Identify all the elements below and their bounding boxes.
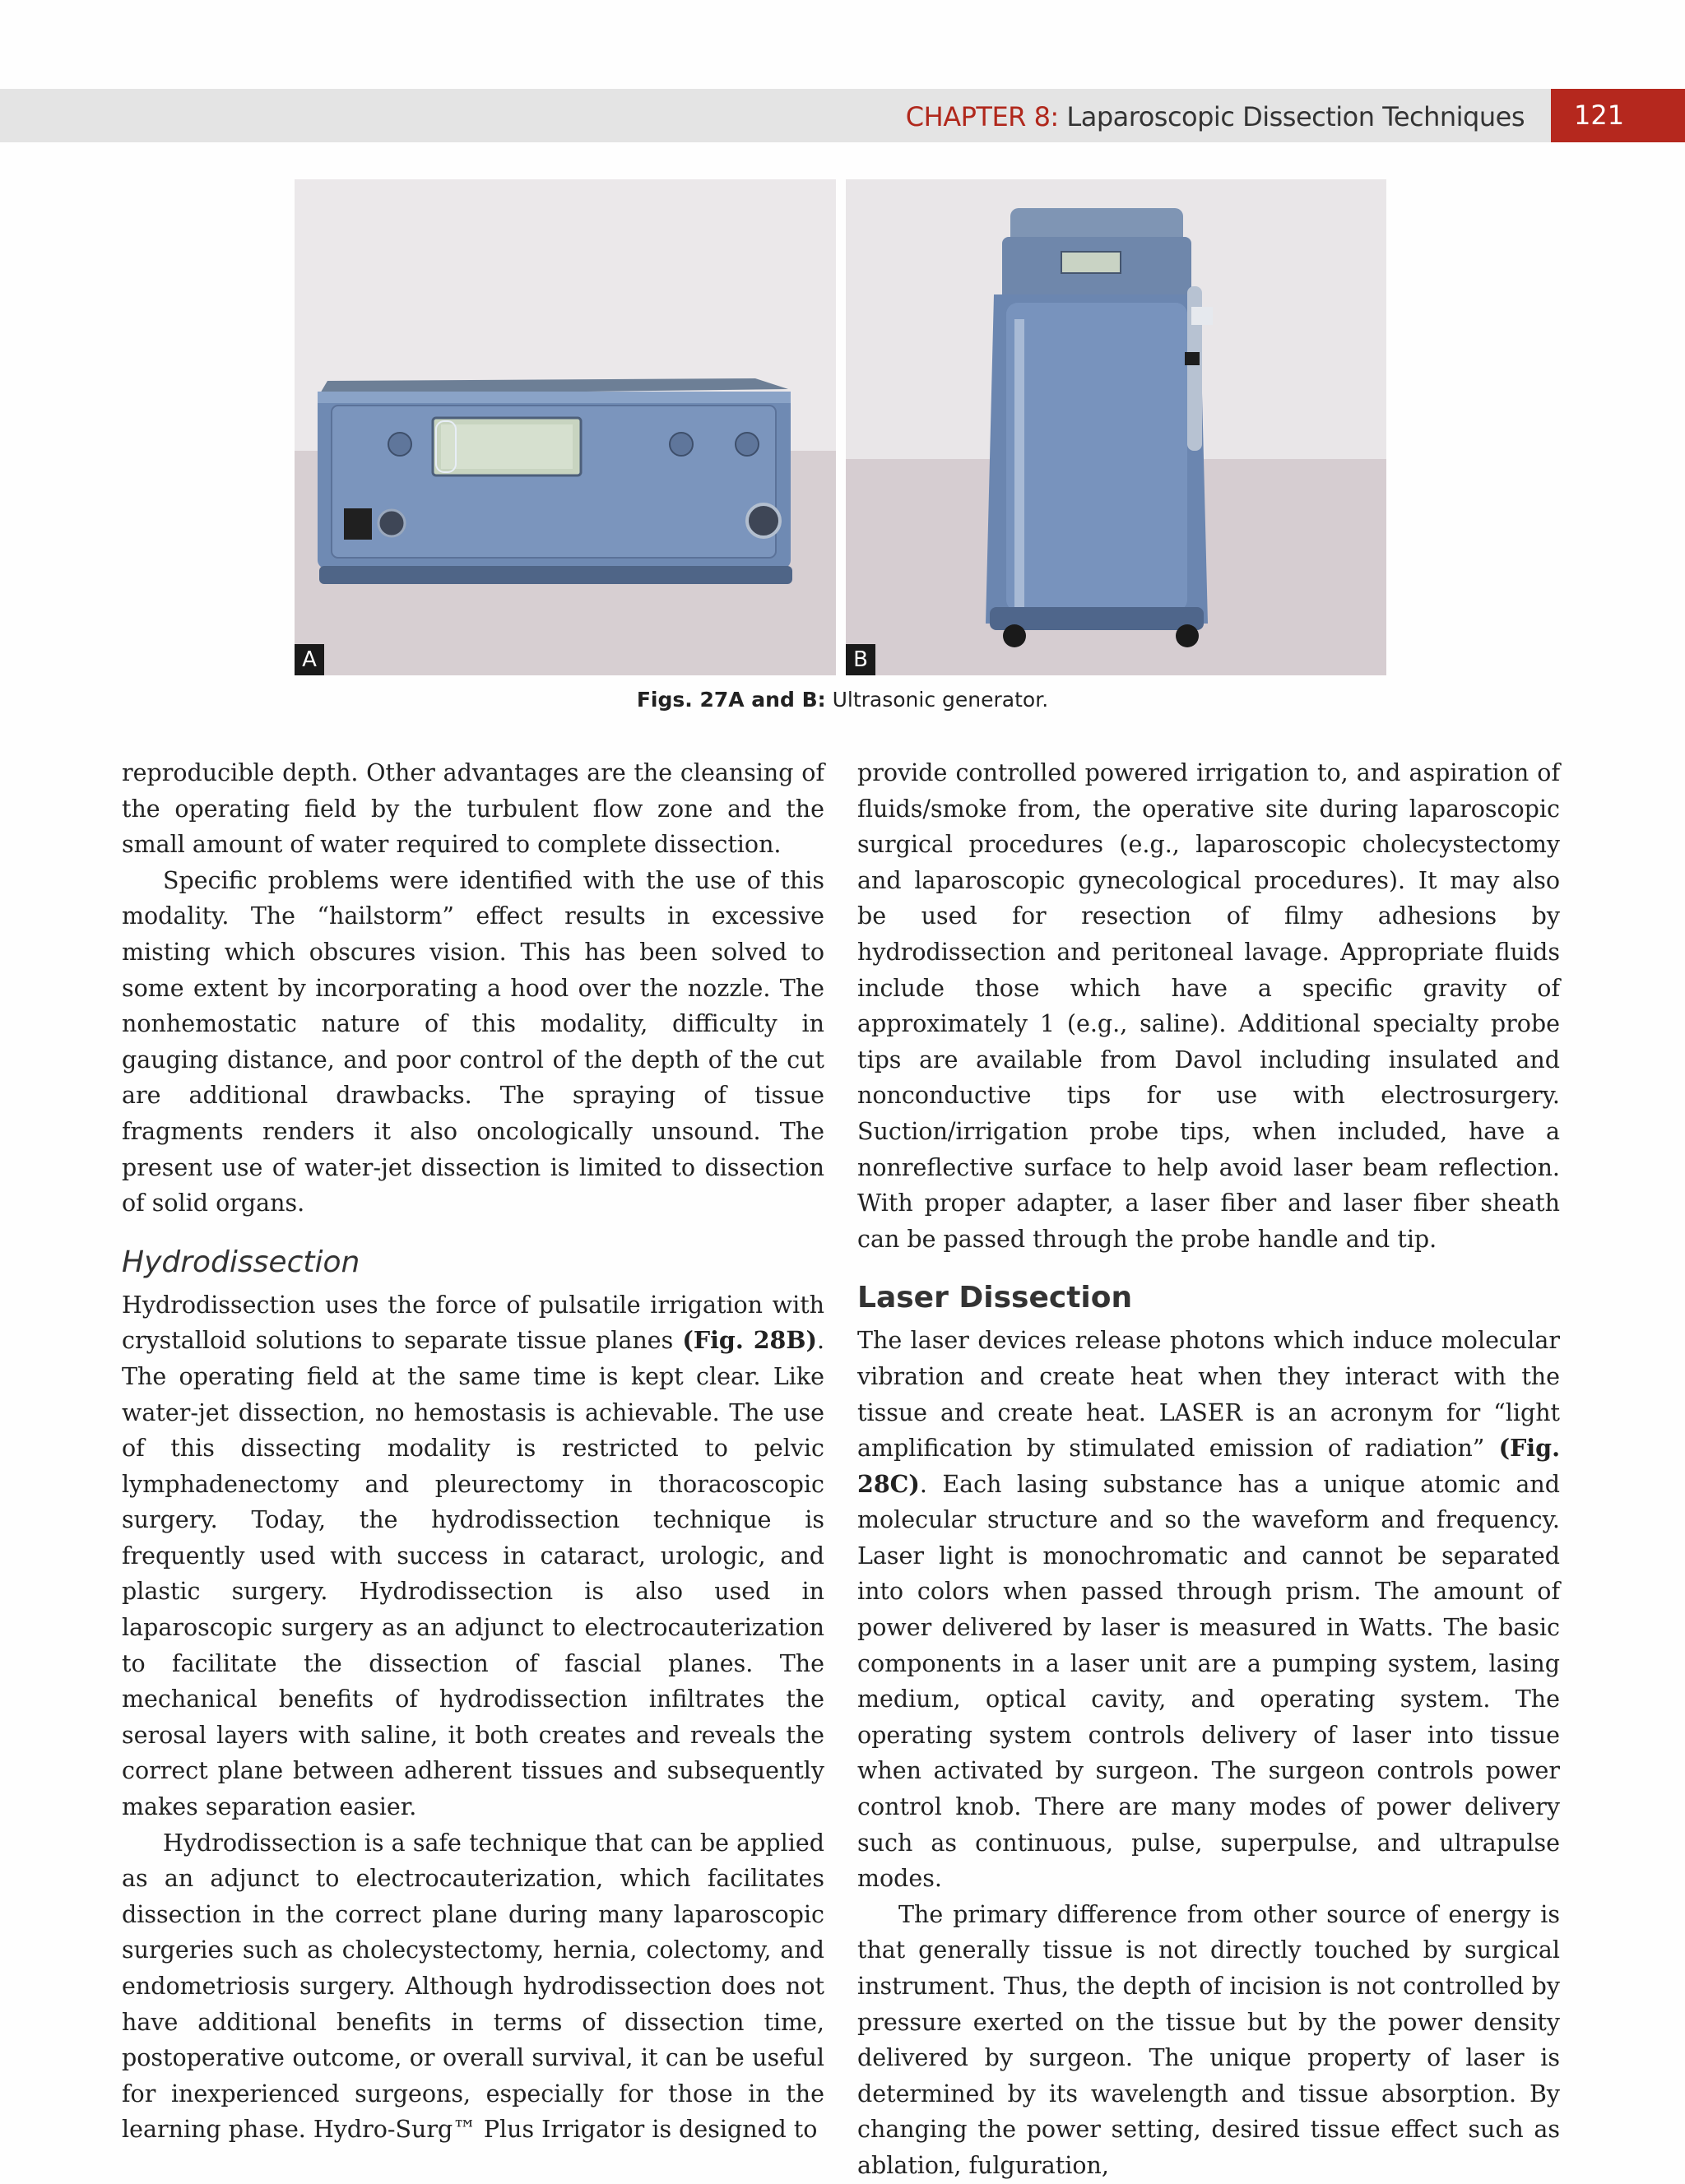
left-paragraph-3 — [122, 1287, 824, 1825]
figure-label-a: A — [295, 644, 324, 675]
ultrasonic-generator-cart-image — [846, 179, 1386, 675]
hydrodissection-heading: Hydrodissection — [122, 1245, 360, 1279]
right-paragraph-2 — [857, 1323, 1560, 1897]
figure-27a — [295, 179, 836, 675]
figure-ref-28c: (Fig. 28C) — [857, 1434, 1560, 1498]
figure-caption — [0, 688, 1685, 712]
ultrasonic-generator-benchtop-image — [295, 179, 836, 675]
left-paragraph-3-start: Hydrodissection uses the force of pulsatile irrigation with crystalloid solutions to separate tissue planes — [122, 1291, 824, 1355]
figure-caption-text: Ultrasonic generator. — [832, 688, 1049, 712]
left-paragraph-4: Hydrodissection is a safe technique that can be applied as an adjunct to electrocauterization, which facilitates dissection in the correct plane during many laparoscopic surgeries such as cholecystectomy, hernia, colectomy, and endometriosis surgery. Although hydrodissection does not have additional benefits in terms of dissection time, postoperative outcome, or overall survival, it can be useful for inexperienced surgeons, especially for those in the learning phase. Hydro-Surg™ Plus Irrigator is designed to — [122, 1829, 824, 2144]
right-column — [857, 755, 1560, 2184]
right-paragraph-2-end: . Each lasing substance has a unique atomic and molecular structure and so the waveform and frequency. Laser light is monochromatic and cannot be separated into colors when passed through prism. The amount of power delivered by laser is measured in Watts. The basic components in a laser unit are a pumping system, lasing medium, optical cavity, and operating system. The operating system controls delivery of laser into tissue when activated by surgeon. The surgeon controls power control knob. There are many modes of power delivery such as continuous, pulse, superpulse, and ultrapulse modes. — [857, 1470, 1560, 1893]
running-header — [906, 99, 1525, 135]
chapter-label: CHAPTER 8: — [905, 101, 1059, 132]
figure-ref-28b: (Fig. 28B) — [682, 1326, 817, 1355]
left-paragraph-1: reproducible depth. Other advantages are the cleansing of the operating field by the turbulent flow zone and the small amount of water required to complete dissection. — [122, 759, 824, 859]
laser-dissection-heading: Laser Dissection — [857, 1281, 1133, 1315]
right-paragraph-1: provide controlled powered irrigation to, and aspiration of fluids/smoke from, the operative site during laparoscopic surgical procedures (e.g., laparoscopic cholecystectomy and laparoscopic gynecological procedures). It may also be used for resection of filmy adhesions by hydrodissection and peritoneal lavage. Appropriate fluids include those which have a specific gravity of approximately 1 (e.g., saline). Additional specialty probe tips are available from Davol including insulated and nonconductive tips for use with electrosurgery. Suction/irrigation probe tips, when included, have a nonreflective surface to help avoid laser beam reflection. With proper adapter, a laser fiber and laser fiber sheath can be passed through the probe handle and tip. — [857, 759, 1560, 1253]
page-number: 121 — [1551, 89, 1685, 142]
figure-caption-label: Figs. 27A and B: — [636, 688, 826, 712]
figure-27b — [846, 179, 1386, 675]
right-paragraph-2-start: The laser devices release photons which induce molecular vibration and create heat when they interact with the tissue and create heat. LASER is an acronym for “light amplification by stimulated emission of radiation” — [857, 1327, 1560, 1463]
left-paragraph-3-end: . The operating field at the same time is kept clear. Like water-jet dissection, no hemostasis is achievable. The use of this dissecting modality is restricted to pelvic lymphadenectomy and pleurectomy in thoracoscopic surgery. Today, the hydrodissection technique is frequently used with success in cataract, urologic, and plastic surgery. Hydrodissection is also used in laparoscopic surgery as an adjunct to electrocauterization to facilitate the dissection of fascial planes. The mechanical benefits of hydrodissection infiltrates the serosal layers with saline, it both creates and reveals the correct plane between adherent tissues and subsequently makes separation easier. — [122, 1327, 824, 1821]
left-column — [122, 755, 824, 2148]
left-paragraph-2: Specific problems were identified with the use of this modality. The “hailstorm” effect results in excessive misting which obscures vision. This has been solved to some extent by incorporating a hood over the nozzle. The nonhemostatic nature of this modality, difficulty in gauging distance, and poor control of the depth of the cut are additional drawbacks. The spraying of tissue fragments renders it also oncologically unsound. The present use of water-jet dissection is limited to dissection of solid organs. — [122, 866, 824, 1217]
chapter-title: Laparoscopic Dissection Techniques — [1066, 101, 1525, 132]
right-paragraph-3: The primary difference from other source of energy is that generally tissue is not directly touched by surgical instrument. Thus, the depth of incision is not controlled by pressure exerted on the tissue but by the power density delivered by surgeon. The unique property of laser is determined by its wavelength and tissue absorption. By changing the power setting, desired tissue effect such as ablation, fulguration, — [857, 1900, 1560, 2179]
figure-label-b: B — [846, 644, 875, 675]
